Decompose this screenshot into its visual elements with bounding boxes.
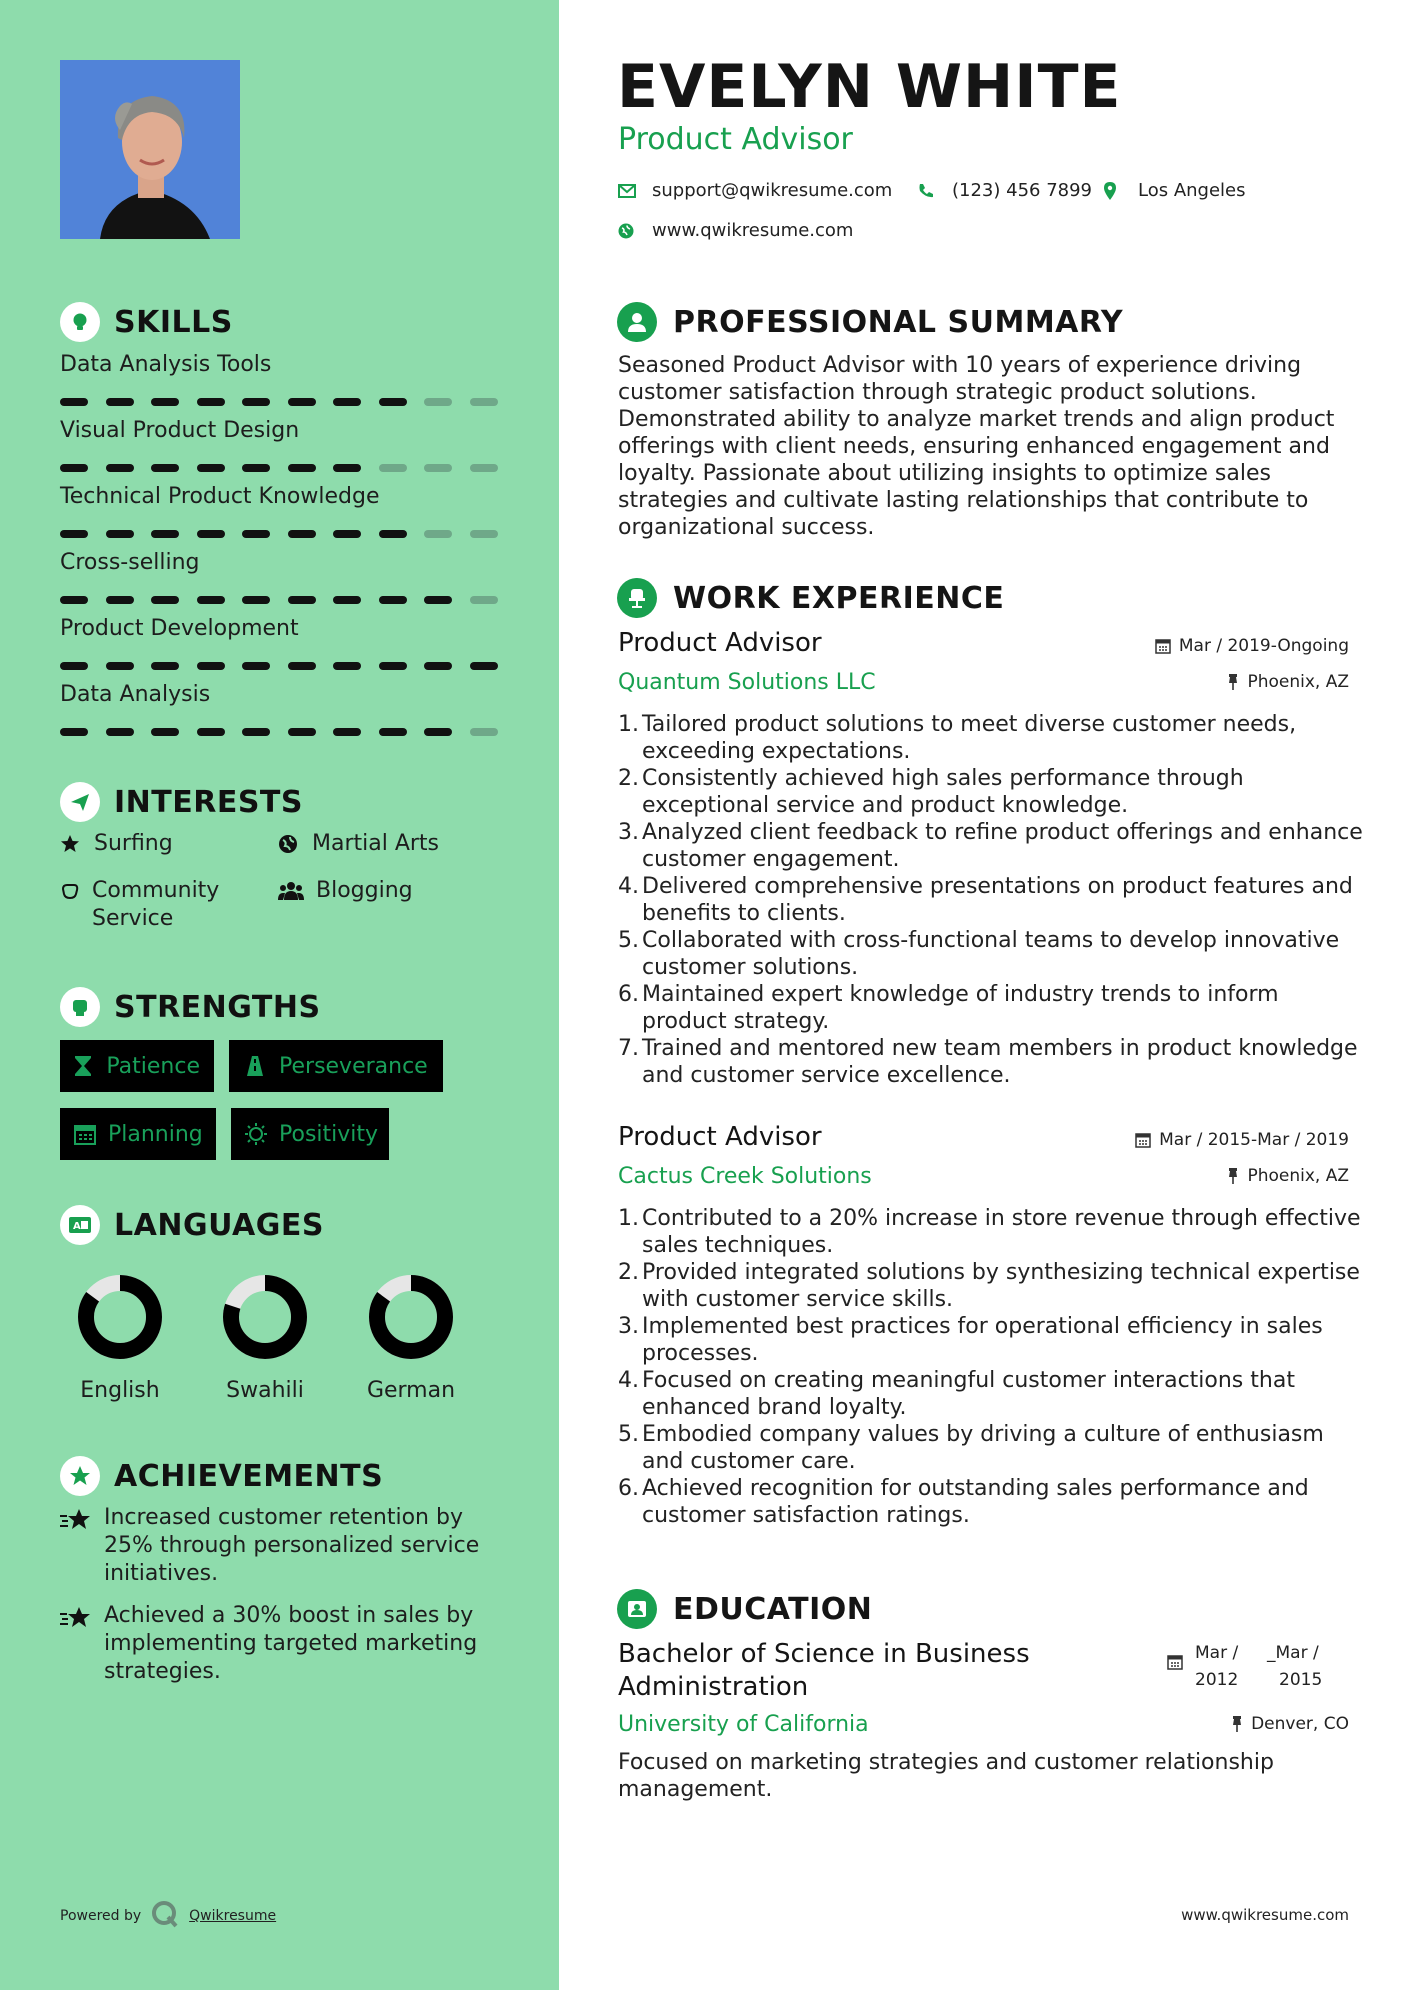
responsibility-item xyxy=(618,1475,1370,1529)
shooting-star-icon xyxy=(60,1504,94,1588)
skill-level-segment xyxy=(424,662,452,670)
achievements-heading: ACHIEVEMENTS xyxy=(60,1454,383,1498)
users-icon xyxy=(278,877,304,905)
user-icon xyxy=(617,302,657,342)
list-number: 4. xyxy=(618,874,639,899)
skill-level-segment xyxy=(333,398,361,406)
list-number: 3. xyxy=(618,820,639,845)
skill-label: Data Analysis Tools xyxy=(60,352,272,377)
responsibility-text: Maintained expert knowledge of industry trends to inform product strategy. xyxy=(642,982,1279,1034)
email-link[interactable]: support@qwikresume.com xyxy=(652,180,893,201)
interest-item: Surfing xyxy=(60,830,173,858)
language-label: English xyxy=(80,1378,160,1403)
languages-heading: A LANGUAGES xyxy=(60,1203,324,1247)
skill-row xyxy=(60,418,500,443)
calendar-icon xyxy=(1155,638,1171,654)
job-dates: Mar / 2019-Ongoing xyxy=(1155,636,1349,656)
skill-level-segment xyxy=(424,530,452,538)
list-number: 1. xyxy=(618,1206,639,1231)
phone-icon xyxy=(918,183,938,199)
pushpin-icon xyxy=(1227,674,1239,690)
responsibility-item xyxy=(618,873,1370,927)
skill-level-segment xyxy=(288,464,316,472)
footer-website[interactable]: www.qwikresume.com xyxy=(1181,1906,1349,1924)
skill-level-segment xyxy=(470,596,498,604)
skill-level-segment xyxy=(197,662,225,670)
language-proficiency-ring xyxy=(220,1272,310,1362)
education-description: Focused on marketing strategies and customer relationship management. xyxy=(618,1750,1274,1802)
skill-row xyxy=(60,352,500,377)
responsibility-item xyxy=(618,927,1370,981)
skill-level-segment xyxy=(379,728,407,736)
list-number: 6. xyxy=(618,1476,639,1501)
responsibility-item xyxy=(618,981,1370,1035)
responsibility-text: Tailored product solutions to meet diverse customer needs, exceeding expectations. xyxy=(642,712,1297,764)
list-number: 6. xyxy=(618,982,639,1007)
education-heading: EDUCATION xyxy=(617,1587,872,1631)
strength-chip: Positivity xyxy=(231,1108,389,1160)
award-star-icon xyxy=(60,1456,100,1496)
skill-level-segment xyxy=(151,530,179,538)
language-label: Swahili xyxy=(226,1378,304,1403)
skill-level-segment xyxy=(288,662,316,670)
job-company: Quantum Solutions LLC xyxy=(618,670,876,695)
sidebar xyxy=(0,0,559,1990)
skill-level-segment xyxy=(379,464,407,472)
summary-heading: PROFESSIONAL SUMMARY xyxy=(617,300,1123,344)
strength-chip: Patience xyxy=(60,1040,214,1092)
list-number: 2. xyxy=(618,766,639,791)
skill-level-segment xyxy=(151,464,179,472)
summary-text: Seasoned Product Advisor with 10 years of experience driving customer satisfaction through strategic product solutions. Demonstrated ability to analyze market trends and align product offerings with client needs, ensuring enhanced engagement and loyalty. Passionate about utilizing insights to optimize sales strategies and cultivate lasting relationships that contribute to organizational success. xyxy=(618,353,1335,540)
skill-level-segment xyxy=(60,464,88,472)
skill-level-segment xyxy=(288,530,316,538)
qwikresume-logo-icon xyxy=(151,1900,179,1932)
road-icon xyxy=(243,1055,267,1077)
interest-item: Martial Arts xyxy=(278,830,439,858)
skill-level-segment xyxy=(424,728,452,736)
skill-level-segment xyxy=(333,662,361,670)
skill-level-segment xyxy=(151,398,179,406)
skill-label: Data Analysis xyxy=(60,682,211,707)
skill-level-segment xyxy=(288,596,316,604)
skill-level-segment xyxy=(333,596,361,604)
responsibility-text: Achieved recognition for outstanding sales performance and customer satisfaction ratings. xyxy=(642,1476,1309,1528)
skill-level-segment xyxy=(379,530,407,538)
lightbulb-icon xyxy=(60,302,100,342)
responsibility-item xyxy=(618,1421,1370,1475)
calendar-icon xyxy=(74,1123,96,1145)
skill-level-segment xyxy=(106,596,134,604)
globe-icon xyxy=(618,223,638,239)
skill-level-segment xyxy=(424,596,452,604)
achievement-item: Increased customer retention by 25% through personalized service initiatives. xyxy=(60,1504,500,1588)
skill-level-segment xyxy=(242,728,270,736)
responsibility-item xyxy=(618,1259,1370,1313)
interest-item: Blogging xyxy=(278,877,413,905)
strength-chip: Perseverance xyxy=(229,1040,443,1092)
graduation-icon xyxy=(617,1589,657,1629)
contact-email xyxy=(618,180,892,201)
responsibility-item xyxy=(618,1367,1370,1421)
skill-level-segment xyxy=(470,530,498,538)
candidate-name: EVELYN WHITE xyxy=(617,52,1122,122)
skill-level-segment xyxy=(60,530,88,538)
language-proficiency-ring xyxy=(366,1272,456,1362)
calendar-icon xyxy=(1167,1654,1183,1674)
language-item xyxy=(341,1272,481,1403)
job-title: Product Advisor xyxy=(618,628,822,658)
skill-level-segment xyxy=(197,596,225,604)
briefcase-chair-icon xyxy=(617,578,657,618)
skill-row xyxy=(60,484,500,509)
responsibility-item xyxy=(618,1205,1370,1259)
list-number: 3. xyxy=(618,1314,639,1339)
fist-icon xyxy=(60,987,100,1027)
contact-website xyxy=(618,220,853,241)
responsibility-item xyxy=(618,1313,1370,1367)
responsibility-item xyxy=(618,765,1370,819)
contact-location: Los Angeles xyxy=(1104,180,1246,201)
responsibility-item xyxy=(618,711,1370,765)
skill-level-segment xyxy=(151,596,179,604)
shooting-star-icon xyxy=(60,1602,94,1686)
skill-level-segment xyxy=(288,398,316,406)
calendar-icon xyxy=(1135,1132,1151,1148)
skill-level-segment xyxy=(106,464,134,472)
skill-row xyxy=(60,682,500,707)
candidate-title: Product Advisor xyxy=(618,122,853,157)
skill-row xyxy=(60,550,500,575)
list-number: 5. xyxy=(618,928,639,953)
list-number: 7. xyxy=(618,1036,639,1061)
education-location: Denver, CO xyxy=(1231,1714,1349,1734)
envelope-icon xyxy=(618,184,638,198)
map-pin-icon xyxy=(1104,182,1124,200)
language-label: German xyxy=(366,1378,456,1403)
skill-level-segment xyxy=(470,728,498,736)
skill-level-segment xyxy=(379,662,407,670)
interest-item: Community Service xyxy=(60,877,260,933)
responsibility-text: Collaborated with cross-functional teams to develop innovative customer solutions. xyxy=(642,928,1340,980)
responsibility-text: Consistently achieved high sales performance through exceptional service and product knowledge. xyxy=(642,766,1244,818)
skill-level-segment xyxy=(470,398,498,406)
skill-level-segment xyxy=(242,398,270,406)
job-responsibilities xyxy=(618,1205,1370,1529)
skill-level-segment xyxy=(242,596,270,604)
contact-phone: (123) 456 7899 xyxy=(918,180,1092,201)
main-content xyxy=(559,0,1407,1990)
skills-heading: SKILLS xyxy=(60,300,233,344)
skill-level-segment xyxy=(60,596,88,604)
responsibility-text: Focused on creating meaningful customer interactions that enhanced brand loyalty. xyxy=(642,1368,1295,1420)
powered-by: Powered by Qwikresume xyxy=(60,1900,276,1932)
school-name: University of California xyxy=(618,1712,869,1737)
skill-label: Cross-selling xyxy=(60,550,200,575)
skill-level-bar xyxy=(60,662,500,670)
skill-level-segment xyxy=(106,398,134,406)
language-proficiency-ring xyxy=(75,1272,165,1362)
sun-icon xyxy=(245,1123,267,1145)
job-location: Phoenix, AZ xyxy=(1227,672,1349,692)
skill-level-segment xyxy=(60,662,88,670)
globe-icon xyxy=(278,830,300,858)
skill-level-segment xyxy=(106,662,134,670)
education-start: Mar / 2012 xyxy=(1195,1643,1239,1690)
skill-label: Product Development xyxy=(60,616,299,641)
responsibility-text: Implemented best practices for operational efficiency in sales processes. xyxy=(642,1314,1323,1366)
skill-level-segment xyxy=(151,662,179,670)
hand-icon xyxy=(60,877,80,905)
language-item xyxy=(50,1272,190,1403)
strength-chip: Planning xyxy=(60,1108,216,1160)
skill-label: Technical Product Knowledge xyxy=(60,484,380,509)
skill-level-segment xyxy=(424,398,452,406)
responsibility-text: Analyzed client feedback to refine product offerings and enhance customer engagement. xyxy=(642,820,1363,872)
language-icon xyxy=(60,1205,100,1245)
experience-heading: WORK EXPERIENCE xyxy=(617,576,1004,620)
interests-heading: INTERESTS xyxy=(60,780,303,824)
skill-level-segment xyxy=(197,464,225,472)
pushpin-icon xyxy=(1227,1168,1239,1184)
responsibility-text: Trained and mentored new team members in product knowledge and customer service excellence. xyxy=(642,1036,1358,1088)
degree-title: Bachelor of Science in Business Administration xyxy=(618,1639,1030,1702)
responsibility-text: Provided integrated solutions by synthesizing technical expertise with customer service skills. xyxy=(642,1260,1360,1312)
skill-level-segment xyxy=(379,398,407,406)
skill-level-bar xyxy=(60,398,500,406)
qwikresume-link[interactable]: Qwikresume xyxy=(189,1908,277,1924)
job-dates: Mar / 2015-Mar / 2019 xyxy=(1135,1130,1349,1150)
list-number: 4. xyxy=(618,1368,639,1393)
star-icon xyxy=(60,830,82,858)
hourglass-icon xyxy=(74,1055,94,1077)
skill-level-segment xyxy=(424,464,452,472)
skill-row xyxy=(60,616,500,641)
skill-level-segment xyxy=(106,530,134,538)
education-end: _Mar / 2015 xyxy=(1267,1643,1323,1690)
job-title: Product Advisor xyxy=(618,1122,822,1152)
skill-level-bar xyxy=(60,728,500,736)
language-item xyxy=(195,1272,335,1403)
skill-level-segment xyxy=(470,662,498,670)
responsibility-text: Delivered comprehensive presentations on product features and benefits to clients. xyxy=(642,874,1353,926)
skill-level-segment xyxy=(197,398,225,406)
responsibility-text: Contributed to a 20% increase in store revenue through effective sales techniques. xyxy=(642,1206,1361,1258)
skill-level-segment xyxy=(106,728,134,736)
list-number: 1. xyxy=(618,712,639,737)
responsibility-item xyxy=(618,819,1370,873)
skill-level-segment xyxy=(288,728,316,736)
skill-level-segment xyxy=(197,530,225,538)
list-number: 5. xyxy=(618,1422,639,1447)
skill-level-bar xyxy=(60,464,500,472)
svg-text:A: A xyxy=(73,1221,81,1232)
skill-level-segment xyxy=(242,530,270,538)
skill-level-segment xyxy=(242,662,270,670)
job-company: Cactus Creek Solutions xyxy=(618,1164,872,1189)
profile-photo xyxy=(60,60,240,239)
paper-plane-icon xyxy=(60,782,100,822)
job-location: Phoenix, AZ xyxy=(1227,1166,1349,1186)
responsibility-item xyxy=(618,1035,1370,1089)
pushpin-icon xyxy=(1231,1716,1243,1732)
achievement-item: Achieved a 30% boost in sales by implementing targeted marketing strategies. xyxy=(60,1602,500,1686)
skill-level-segment xyxy=(333,728,361,736)
job-responsibilities xyxy=(618,711,1370,1089)
skill-level-segment xyxy=(470,464,498,472)
skill-level-segment xyxy=(60,728,88,736)
strengths-heading: STRENGTHS xyxy=(60,985,321,1029)
website-link[interactable]: www.qwikresume.com xyxy=(652,220,854,241)
skill-level-segment xyxy=(242,464,270,472)
list-number: 2. xyxy=(618,1260,639,1285)
skill-level-segment xyxy=(379,596,407,604)
skill-level-segment xyxy=(60,398,88,406)
skill-level-segment xyxy=(333,464,361,472)
skill-level-bar xyxy=(60,596,500,604)
responsibility-text: Embodied company values by driving a culture of enthusiasm and customer care. xyxy=(642,1422,1324,1474)
skill-level-segment xyxy=(333,530,361,538)
skill-label: Visual Product Design xyxy=(60,418,300,443)
skill-level-segment xyxy=(197,728,225,736)
skill-level-bar xyxy=(60,530,500,538)
skill-level-segment xyxy=(151,728,179,736)
